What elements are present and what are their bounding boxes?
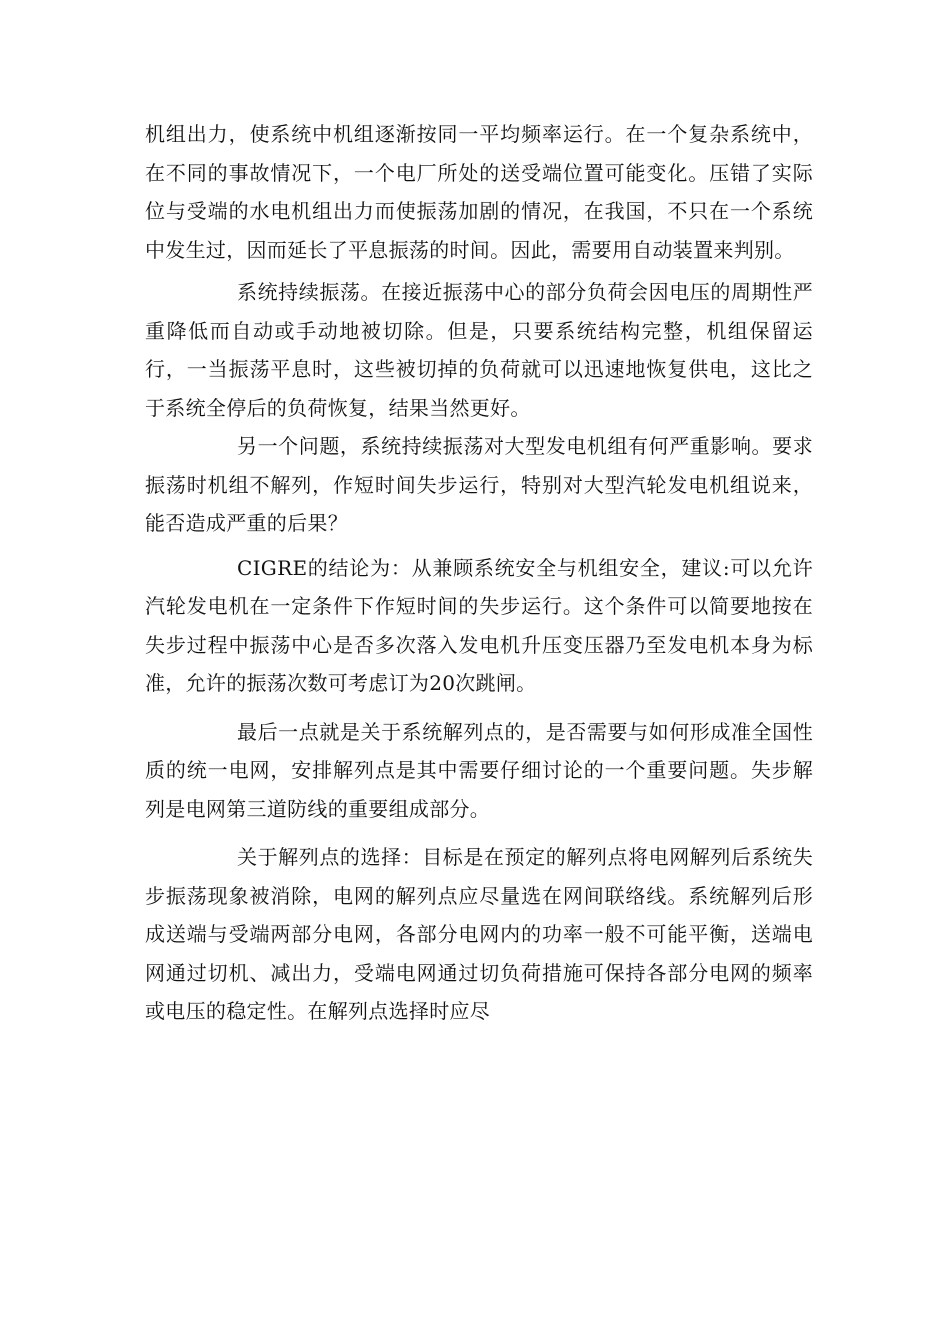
paragraph-2: 系统持续振荡。在接近振荡中心的部分负荷会因电压的周期性严重降低而自动或手动地被切除。但是，只要系统结构完整，机组保留运行，一当振荡平息时，这些被切掉的负荷就可以迅速地恢复供电，这比之于系统全停后的负荷恢复，结果当然更好。 xyxy=(145,280,813,420)
paragraph-6: 关于解列点的选择：目标是在预定的解列点将电网解列后系统失步振荡现象被消除，电网的解列点应尽量选在网间联络线。系统解列后形成送端与受端两部分电网，各部分电网内的功率一般不可能平衡，送端电网通过切机、减出力，受端电网通过切负荷措施可保持各部分电网的频率或电压的稳定性。在解列点选择时应尽 xyxy=(145,845,813,1023)
paragraph-4: CIGRE的结论为：从兼顾系统安全与机组安全，建议:可以允许汽轮发电机在一定条件下作短时间的失步运行。这个条件可以简要地按在失步过程中振荡中心是否多次落入发电机升压变压器乃至发电机本身为标准，允许的振荡次数可考虑订为20次跳闸。 xyxy=(145,555,813,695)
body-text xyxy=(145,115,813,1031)
paragraph-3: 另一个问题，系统持续振荡对大型发电机组有何严重影响。要求振荡时机组不解列，作短时间失步运行，特别对大型汽轮发电机组说来，能否造成严重的后果？ xyxy=(145,434,813,535)
paragraph-5: 最后一点就是关于系统解列点的，是否需要与如何形成准全国性质的统一电网，安排解列点是其中需要仔细讨论的一个重要问题。失步解列是电网第三道防线的重要组成部分。 xyxy=(145,719,813,821)
paragraph-1: 机组出力，使系统中机组逐渐按同一平均频率运行。在一个复杂系统中，在不同的事故情况下，一个电厂所处的送受端位置可能变化。压错了实际位与受端的水电机组出力而使振荡加剧的情况，在我国，不只在一个系统中发生过，因而延长了平息振荡的时间。因此，需要用自动装置来判别。 xyxy=(145,122,813,262)
